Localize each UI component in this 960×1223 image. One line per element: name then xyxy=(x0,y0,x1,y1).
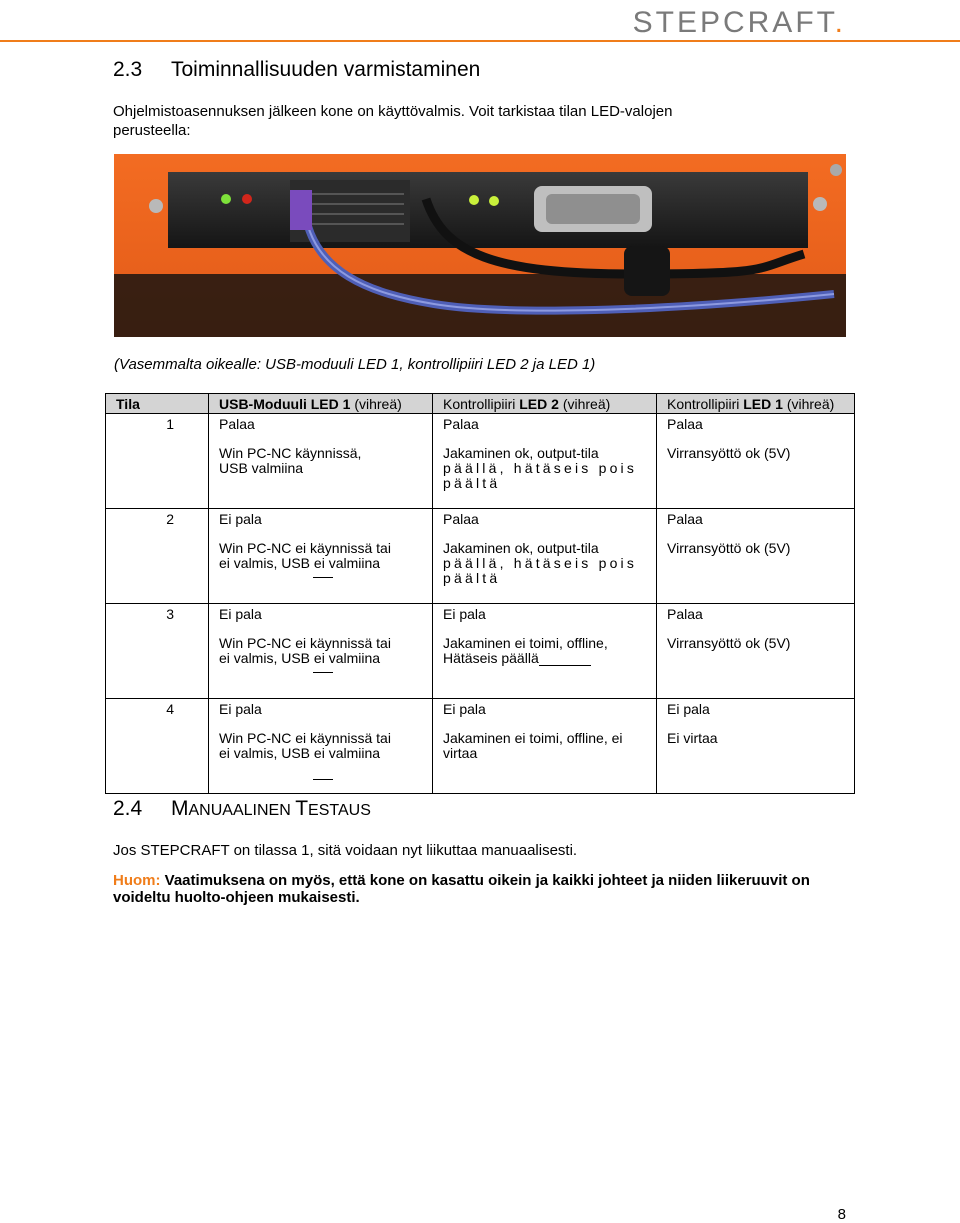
manual-test-paragraph: Jos STEPCRAFT on tilassa 1, sitä voidaan nyt liikuttaa manuaalisesti. xyxy=(113,842,578,859)
page-number: 8 xyxy=(837,1206,846,1223)
k2-description: Jakaminen ei toimi, offline, Hätäseis päällä xyxy=(433,626,657,699)
k2-description: Jakaminen ok, output-tila päällä, hätäseis pois päältä xyxy=(433,436,657,509)
row-spacer xyxy=(106,626,209,699)
row-number: 1 xyxy=(106,414,209,437)
row-number: 2 xyxy=(106,509,209,532)
title-rest2: ESTAUS xyxy=(308,802,371,819)
header-usb-led1: USB-Moduuli LED 1 (vihreä) xyxy=(209,394,433,414)
row-spacer xyxy=(106,721,209,794)
section-title: Toiminnallisuuden varmistaminen xyxy=(171,58,481,81)
k1-state: Palaa xyxy=(657,604,855,627)
k1-description: Virransyöttö ok (5V) xyxy=(657,626,855,699)
title-cap: M xyxy=(171,797,189,820)
header-kontrolli-led2: Kontrollipiiri LED 2 (vihreä) xyxy=(433,394,657,414)
table-row xyxy=(106,721,855,794)
stepcraft-logo xyxy=(633,6,846,40)
k1-description: Virransyöttö ok (5V) xyxy=(657,436,855,509)
underline-mark xyxy=(313,672,333,673)
header-kontrolli-led1: Kontrollipiiri LED 1 (vihreä) xyxy=(657,394,855,414)
underline-mark xyxy=(539,653,591,666)
underline-mark xyxy=(313,779,333,780)
usb-description: Win PC-NC käynnissä, USB valmiina xyxy=(209,436,433,509)
note-label: Huom: xyxy=(113,872,161,889)
table-header-row xyxy=(106,394,855,414)
table-row xyxy=(106,509,855,532)
row-number: 3 xyxy=(106,604,209,627)
k1-description: Ei virtaa xyxy=(657,721,855,794)
section-heading-2-3 xyxy=(113,58,480,82)
k2-state: Ei pala xyxy=(433,604,657,627)
logo-text: STEPCRAFT xyxy=(632,6,835,39)
k2-description: Jakaminen ok, output-tila päällä, hätäseis pois päältä xyxy=(433,531,657,604)
title-rest: ANUAALINEN xyxy=(188,802,296,819)
k2-description: Jakaminen ei toimi, offline, ei virtaa xyxy=(433,721,657,794)
k1-state: Palaa xyxy=(657,509,855,532)
logo-dot: . xyxy=(834,6,846,39)
header-tila: Tila xyxy=(106,394,209,414)
intro-paragraph: Ohjelmistoasennuksen jälkeen kone on käyttövalmis. Voit tarkistaa tilan LED-valojen perusteella: xyxy=(113,103,673,139)
table-row xyxy=(106,531,855,604)
k2-state: Ei pala xyxy=(433,699,657,722)
table-row xyxy=(106,436,855,509)
led-status-table xyxy=(105,393,855,794)
usb-description: Win PC-NC ei käynnissä tai ei valmis, USB ei valmiina xyxy=(209,531,433,604)
table-row xyxy=(106,604,855,627)
k1-state: Ei pala xyxy=(657,699,855,722)
row-number: 4 xyxy=(106,699,209,722)
title-cap2: T xyxy=(295,797,309,820)
table-row xyxy=(106,626,855,699)
usb-state: Ei pala xyxy=(209,699,433,722)
usb-state: Ei pala xyxy=(209,509,433,532)
photo-caption: (Vasemmalta oikealle: USB-moduuli LED 1, kontrollipiiri LED 2 ja LED 1) xyxy=(114,356,596,373)
section-number: 2.3 xyxy=(113,58,143,81)
k2-state: Palaa xyxy=(433,414,657,437)
row-spacer xyxy=(106,436,209,509)
usb-state: Palaa xyxy=(209,414,433,437)
header-rule xyxy=(0,40,960,42)
note-text: Vaatimuksena on myös, että kone on kasattu oikein ja kaikki johteet ja niiden liikeruuvit on voideltu huolto-ohjeen mukaisesti. xyxy=(113,872,810,906)
device-photo xyxy=(114,154,846,337)
section-number: 2.4 xyxy=(113,797,143,820)
table-row xyxy=(106,699,855,722)
k1-state: Palaa xyxy=(657,414,855,437)
note-paragraph xyxy=(113,872,853,906)
row-spacer xyxy=(106,531,209,604)
table-row xyxy=(106,414,855,437)
k1-description: Virransyöttö ok (5V) xyxy=(657,531,855,604)
underline-mark xyxy=(313,577,333,578)
k2-state: Palaa xyxy=(433,509,657,532)
usb-description: Win PC-NC ei käynnissä tai ei valmis, USB ei valmiina xyxy=(209,721,433,794)
usb-state: Ei pala xyxy=(209,604,433,627)
section-heading-2-4 xyxy=(113,797,371,821)
usb-description: Win PC-NC ei käynnissä tai ei valmis, USB ei valmiina xyxy=(209,626,433,699)
